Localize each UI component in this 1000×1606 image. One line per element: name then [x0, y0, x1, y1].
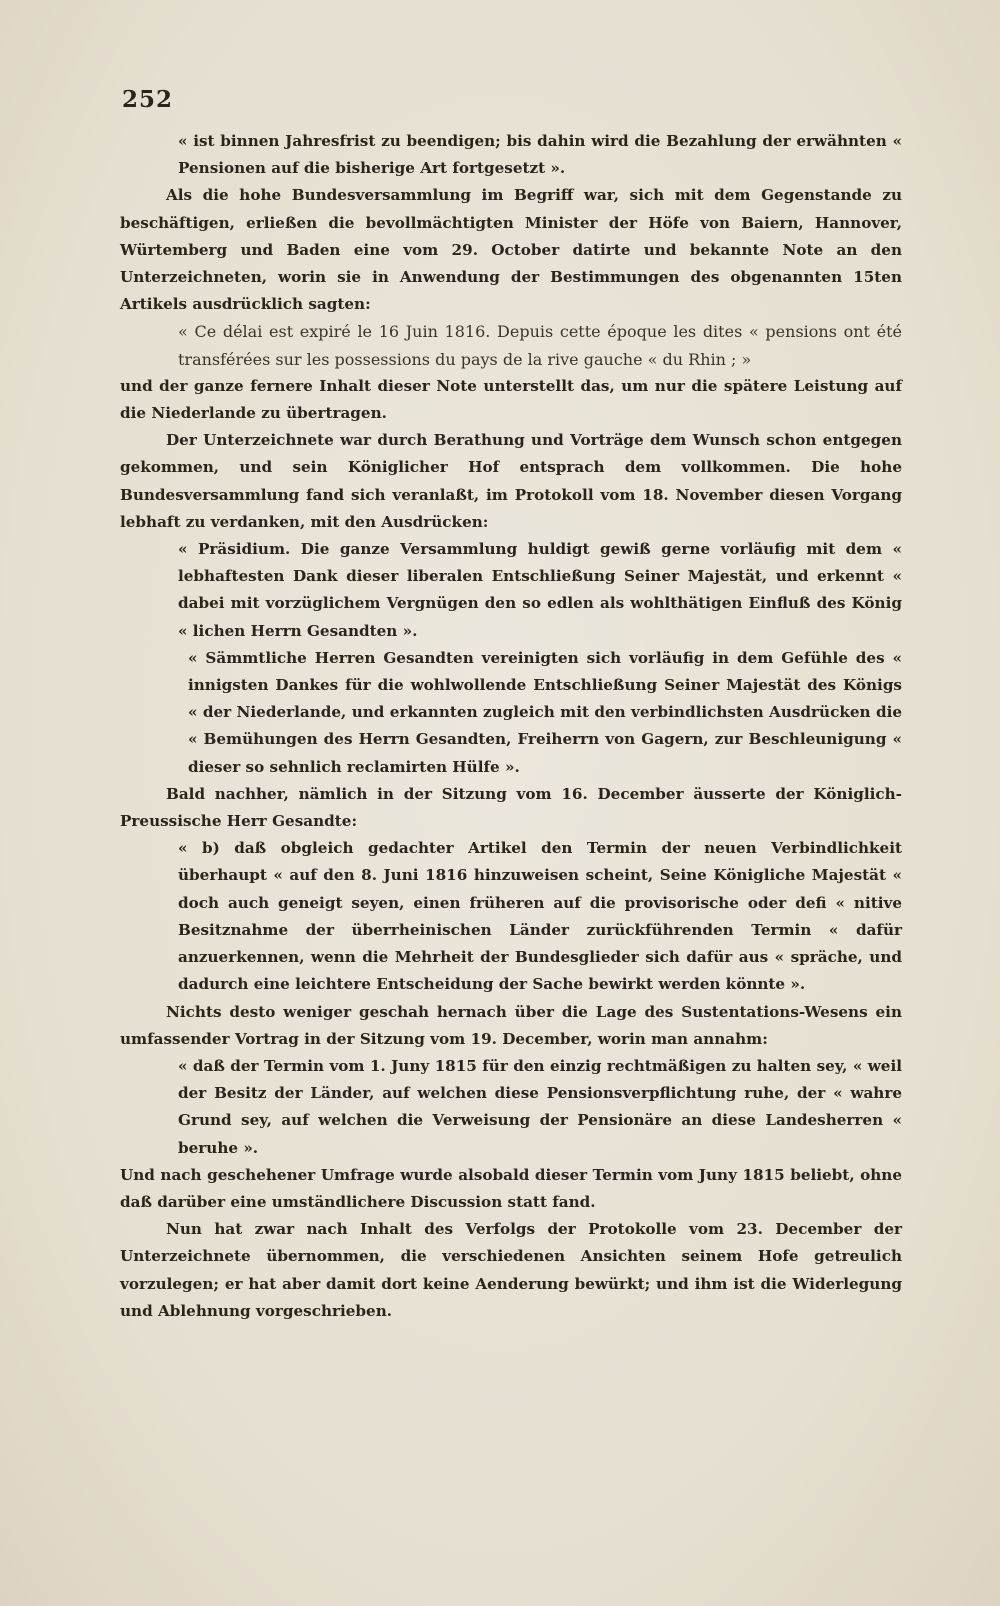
paragraph-preussen: Bald nachher, nämlich in der Sitzung vom 16. December äusserte der Königlich-Preussische Herr Gesandte: [120, 784, 902, 831]
paragraph-juny-quote: « daß der Termin vom 1. Juny 1815 für den einzig rechtmäßigen zu halten sey, « weil der Besitz der Länder, auf welchen diese Pensionsverpflichtung ruhe, der « wahre Grund sey, auf welchen die Verweisung der Pensionäre an diese Landesherren « beruhe ». [178, 1056, 902, 1157]
paragraph-note-content: und der ganze fernere Inhalt dieser Note unterstellt das, um nur die spätere Leistung auf die Niederlande zu übertragen. [120, 376, 902, 423]
paragraph-umfrage: Und nach geschehener Umfrage wurde alsobald dieser Termin vom Juny 1815 beliebt, ohne daß darüber eine umständlichere Discussion statt fand. [120, 1165, 902, 1211]
paragraph-french-quote: « Ce délai est expiré le 16 Juin 1816. Depuis cette époque les dites « pensions ont été transférées sur les possessions du pays de la rive gauche « du Rhin ; » [178, 322, 902, 369]
page-number: 252 [122, 86, 174, 113]
paragraph-praesidium-quote: « Präsidium. Die ganze Versammlung huldigt gewiß gerne vorläufig mit dem « lebhaftesten Dank dieser liberalen Entschließung Seiner Majestät, und erkennt « dabei mit vorzüglichem Vergnügen den so edlen als wohlthätigen Einfluß des König « lichen Herrn Gesandten ». [178, 540, 902, 640]
paragraph-termin-quote: « b) daß obgleich gedachter Artikel den Termin der neuen Verbindlichkeit überhaupt « auf den 8. Juni 1816 hinzuweisen scheint, Seine Königliche Majestät « doch auch geneigt seyen, einen früheren auf die provisorische oder defi « nitive Besitznahme der überrheinischen Länder zurückführenden Termin « dafür anzuerkennen, wenn die Mehrheit der Bundesglieder sich dafür aus « spräche, und dadurch eine leichtere Entscheidung der Sache bewirkt werden könnte ». [178, 839, 902, 994]
paragraph-sustentation: Nichts desto weniger geschah hernach über die Lage des Sustentations-Wesens ein umfassender Vortrag in der Sitzung vom 19. December, worin man annahm: [120, 1002, 902, 1048]
paragraph-unterzeichnete: Der Unterzeichnete war durch Berathung und Vorträge dem Wunsch schon entgegen gekommen, und sein Königlicher Hof entsprach dem vollkommen. Die hohe Bundesversammlung fand sich veranlaßt, im Protokoll vom 18. November diesen Vorgang lebhaft zu verdanken, mit den Ausdrücken: [120, 431, 902, 531]
page-text [120, 128, 902, 1325]
paragraph-quote-end: « ist binnen Jahresfrist zu beendigen; bis dahin wird die Bezahlung der erwähnten « Pensionen auf die bisherige Art fortgesetzt ». [178, 132, 902, 178]
paragraph-gesandten-quote: « Sämmtliche Herren Gesandten vereinigten sich vorläufig in dem Gefühle des « innigsten Dankes für die wohlwollende Entschließung Seiner Majestät des Königs « der Niederlande, und erkannten zugleich mit den verbindlichsten Ausdrücken die « Bemühungen des Herrn Gesandten, Freiherrn von Gagern, zur Beschleunigung « dieser so sehnlich reclamirten Hülfe ». [188, 648, 902, 776]
paragraph-bundesversammlung: Als die hohe Bundesversammlung im Begriff war, sich mit dem Gegenstande zu beschäftigen, erließen die bevollmächtigten Minister der Höfe von Baiern, Hannover, Würtemberg und Baden eine vom 29. October datirte und bekannte Note an den Unterzeichneten, worin sie in Anwendung der Bestimmungen des obgenannten 15ten Artikels ausdrücklich sagten: [120, 186, 902, 314]
paragraph-protokolle: Nun hat zwar nach Inhalt des Verfolgs der Protokolle vom 23. December der Unterzeichnete übernommen, die verschiedenen Ansichten seinem Hofe getreulich vorzulegen; er hat aber damit dort keine Aenderung bewürkt; und ihm ist die Widerlegung und Ablehnung vorgeschrieben. [120, 1220, 902, 1320]
